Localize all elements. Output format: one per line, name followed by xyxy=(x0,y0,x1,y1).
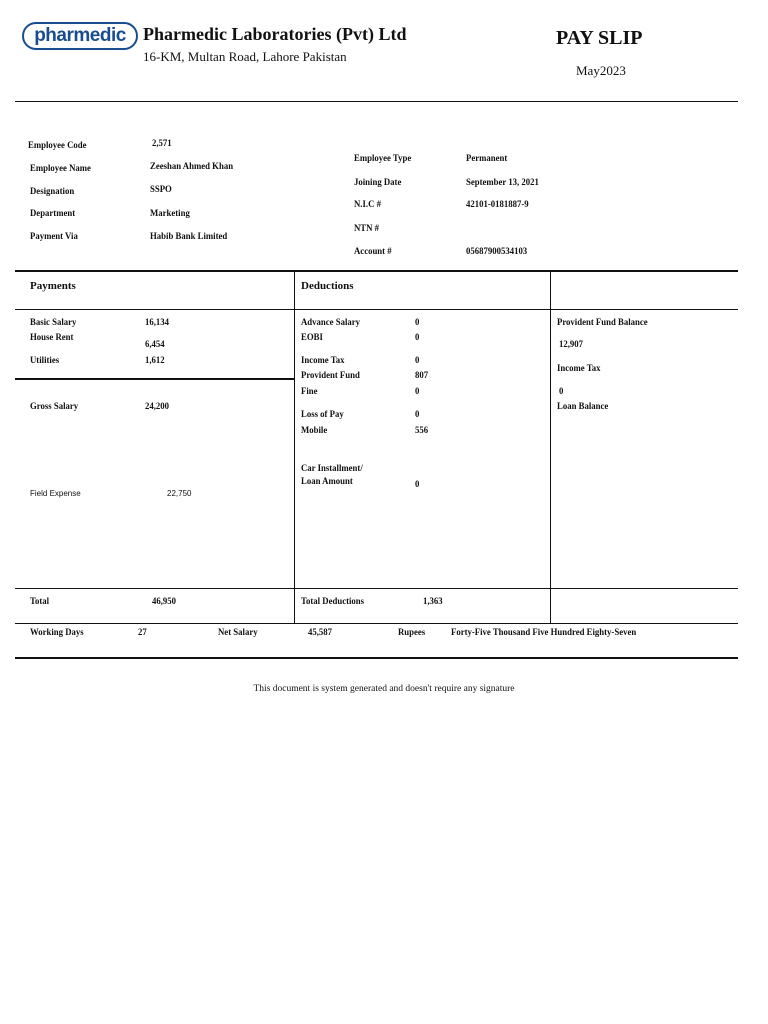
payments-heading: Payments xyxy=(30,280,76,292)
doc-title: PAY SLIP xyxy=(556,27,643,49)
company-name: Pharmedic Laboratories (Pvt) Ltd xyxy=(143,24,407,44)
company-logo: pharmedic xyxy=(22,22,138,50)
house-rent-label: House Rent xyxy=(30,333,74,343)
utilities-label: Utilities xyxy=(30,356,60,366)
header-divider xyxy=(15,101,738,102)
balance-income-tax-label: Income Tax xyxy=(557,364,601,374)
car-installment-label: Car Installment/ xyxy=(301,464,363,474)
advance-salary: 0 xyxy=(415,318,420,328)
table-top-border xyxy=(15,270,738,272)
rupees-label: Rupees xyxy=(398,628,426,638)
basic-salary-label: Basic Salary xyxy=(30,318,77,328)
net-salary-label: Net Salary xyxy=(218,628,258,638)
eobi-label: EOBI xyxy=(301,333,323,343)
employee-type-label: Employee Type xyxy=(354,154,412,164)
designation-label: Designation xyxy=(30,187,75,197)
advance-salary-label: Advance Salary xyxy=(301,318,360,328)
total-deductions-label: Total Deductions xyxy=(301,597,365,607)
payment-via: Habib Bank Limited xyxy=(150,232,228,242)
employee-code-label: Employee Code xyxy=(28,141,87,151)
payment-via-label: Payment Via xyxy=(30,232,78,242)
gross-salary: 24,200 xyxy=(145,402,170,412)
gross-divider xyxy=(15,378,295,380)
basic-salary: 16,134 xyxy=(145,318,170,328)
department-label: Department xyxy=(30,209,76,219)
gross-salary-label: Gross Salary xyxy=(30,402,79,412)
field-expense-label: Field Expense xyxy=(30,489,81,498)
loss-of-pay-label: Loss of Pay xyxy=(301,410,344,420)
designation: SSPO xyxy=(150,185,172,195)
amount-in-words: Forty-Five Thousand Five Hundred Eighty-Seven xyxy=(451,628,637,638)
pf-balance-label: Provident Fund Balance xyxy=(557,318,648,328)
total-divider xyxy=(15,588,738,589)
fine-label: Fine xyxy=(301,387,318,397)
ntn-label: NTN # xyxy=(354,224,380,234)
working-days-label: Working Days xyxy=(30,628,84,638)
mobile: 556 xyxy=(415,426,429,436)
account-number: 05687900534103 xyxy=(466,247,528,257)
column-divider-1 xyxy=(294,271,295,623)
department: Marketing xyxy=(150,209,190,219)
eobi: 0 xyxy=(415,333,420,343)
table-header-divider xyxy=(15,309,738,310)
pay-period: May2023 xyxy=(576,63,626,78)
provident-fund: 807 xyxy=(415,371,429,381)
loan-amount-label: Loan Amount xyxy=(301,477,353,487)
income-tax-label: Income Tax xyxy=(301,356,345,366)
car-installment: 0 xyxy=(415,480,420,490)
nic: 42101-0181887-9 xyxy=(466,200,529,210)
column-divider-2 xyxy=(550,271,551,623)
provident-fund-label: Provident Fund xyxy=(301,371,360,381)
table-bottom-border xyxy=(15,657,738,659)
mobile-label: Mobile xyxy=(301,426,328,436)
employee-type: Permanent xyxy=(466,154,508,164)
total-label: Total xyxy=(30,597,50,607)
total-payments: 46,950 xyxy=(152,597,177,607)
net-salary: 45,587 xyxy=(308,628,333,638)
employee-name-label: Employee Name xyxy=(30,164,91,174)
joining-date: September 13, 2021 xyxy=(466,178,539,188)
house-rent: 6,454 xyxy=(145,340,165,350)
summary-divider xyxy=(15,623,738,624)
fine: 0 xyxy=(415,387,420,397)
company-address: 16-KM, Multan Road, Lahore Pakistan xyxy=(143,49,347,64)
balance-income-tax: 0 xyxy=(559,387,564,397)
field-expense: 22,750 xyxy=(167,489,192,498)
joining-date-label: Joining Date xyxy=(354,178,402,188)
nic-label: N.I.C # xyxy=(354,200,381,210)
working-days: 27 xyxy=(138,628,147,638)
income-tax: 0 xyxy=(415,356,420,366)
loss-of-pay: 0 xyxy=(415,410,420,420)
deductions-heading: Deductions xyxy=(301,280,354,292)
utilities: 1,612 xyxy=(145,356,165,366)
account-label: Account # xyxy=(354,247,392,257)
employee-code: 2,571 xyxy=(152,139,172,149)
total-deductions: 1,363 xyxy=(423,597,443,607)
employee-name: Zeeshan Ahmed Khan xyxy=(150,162,234,172)
loan-balance-label: Loan Balance xyxy=(557,402,609,412)
footer-note: This document is system generated and doesn't require any signature xyxy=(253,684,515,694)
pf-balance: 12,907 xyxy=(559,340,584,350)
